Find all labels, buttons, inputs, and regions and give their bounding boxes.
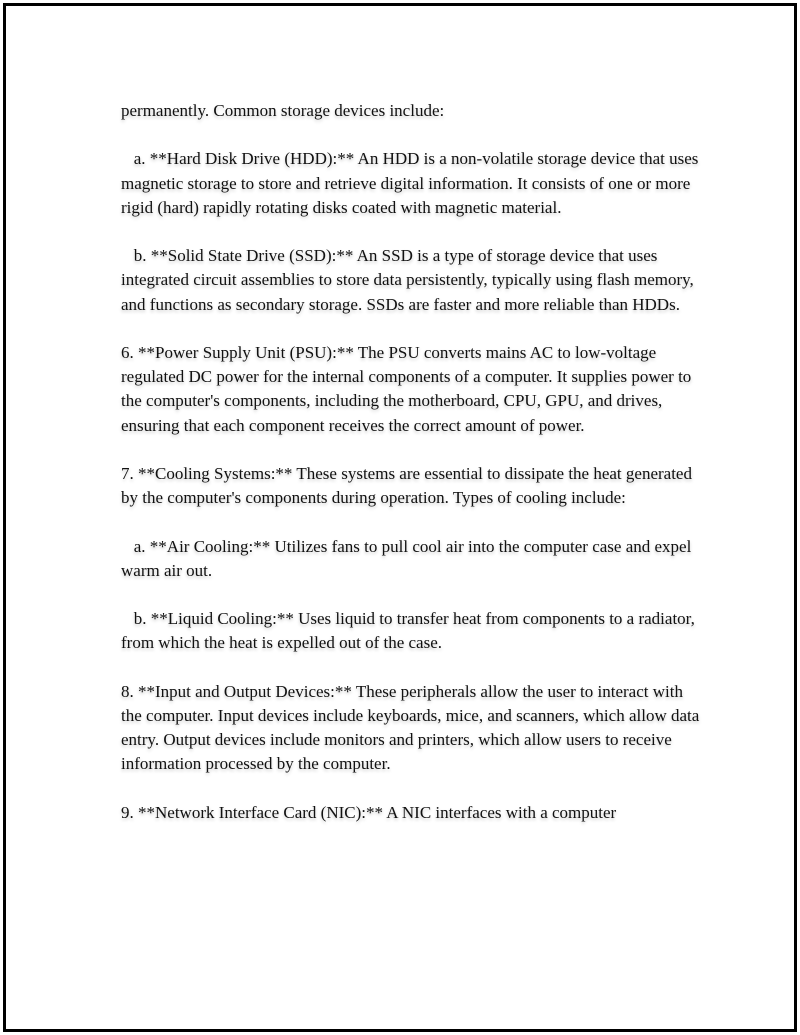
paragraph-ssd: b. **Solid State Drive (SSD):** An SSD is a type of storage device that uses integrated circuit assemblies to store data persistently, typically using flash memory, and functions as secondary storage. SSDs are faster and more reliable than HDDs. xyxy=(121,246,699,314)
paragraph-storage-intro: permanently. Common storage devices include: xyxy=(121,101,445,120)
paragraph-liquid-cooling: b. **Liquid Cooling:** Uses liquid to transfer heat from components to a radiator, from which the heat is expelled out of the case. xyxy=(121,609,700,653)
document-body xyxy=(121,99,704,849)
paragraph-io-devices: 8. **Input and Output Devices:** These peripherals allow the user to interact with the computer. Input devices include keyboards, mice, and scanners, which allow data entry. Output devices include monitors and printers, which allow users to receive information processed by the computer. xyxy=(121,681,704,774)
paragraph-cooling-systems: 7. **Cooling Systems:** These systems are essential to dissipate the heat generated by the computer's components during operation. Types of cooling include: xyxy=(121,463,697,508)
paragraph-psu: 6. **Power Supply Unit (PSU):** The PSU converts mains AC to low-voltage regulated DC power for the internal components of a computer. It supplies power to the computer's components, including the motherboard, CPU, GPU, and drives, ensuring that each component receives the correct amount of power. xyxy=(121,342,696,435)
paragraph-nic: 9. **Network Interface Card (NIC):** A NIC interfaces with a computer xyxy=(121,802,617,822)
page-frame xyxy=(3,3,797,1032)
paragraph-hdd: a. **Hard Disk Drive (HDD):** An HDD is a non-volatile storage device that uses magnetic storage to store and retrieve digital information. It consists of one or more rigid (hard) rapidly rotating disks coated with magnetic material. xyxy=(121,149,703,217)
paragraph-air-cooling: a. **Air Cooling:** Utilizes fans to pull cool air into the computer case and expel warm air out. xyxy=(121,536,696,580)
